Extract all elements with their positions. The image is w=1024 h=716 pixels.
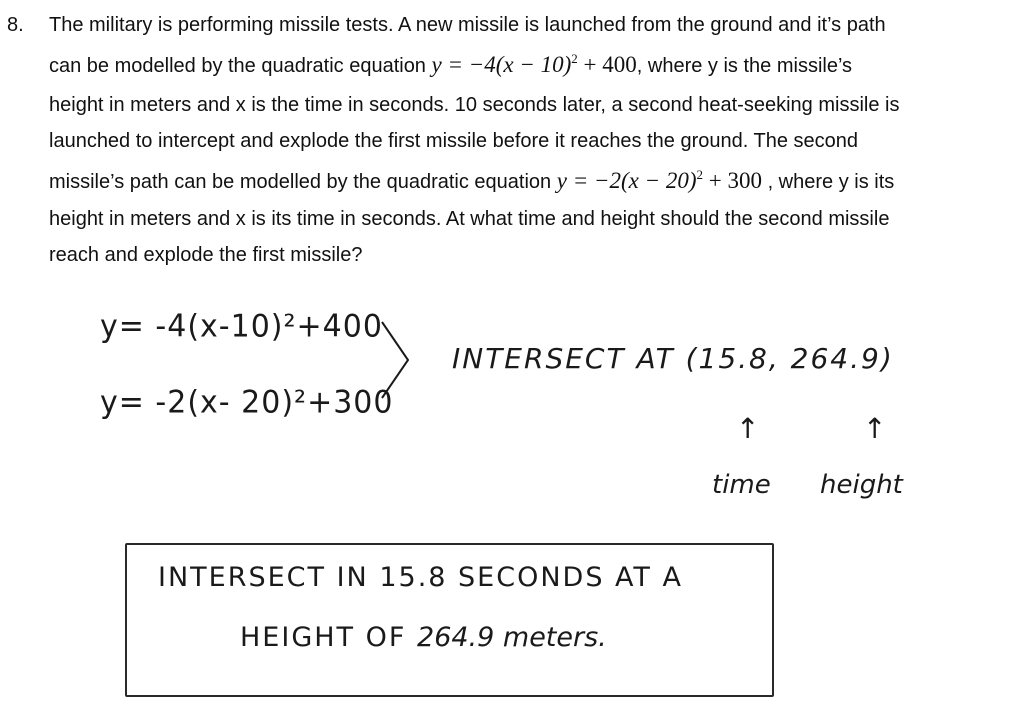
answer-line-2	[240, 622, 607, 653]
question-line-2-tail: , where y is the missile’s	[636, 55, 853, 77]
label-height: height	[820, 470, 903, 500]
question-line-5-tail: , where y is its	[762, 171, 895, 193]
answer-value: 264.9 meters.	[417, 622, 607, 653]
question-number: 8.	[7, 14, 24, 36]
answer-line-2-label: HEIGHT OF	[240, 622, 407, 653]
question-line-5	[49, 167, 895, 193]
handwritten-equation-2: y= -2(x- 20)²+300	[100, 384, 394, 421]
equation-1: $y = -4(x - 10)^2 + 400$	[431, 51, 637, 77]
question-line-1: The military is performing missile tests. A new missile is launched from the ground and it’s path	[49, 14, 886, 36]
question-line-2	[49, 51, 853, 77]
bracket-arrow-icon	[378, 320, 418, 400]
question-line-2-text: can be modelled by the quadratic equation	[49, 55, 426, 77]
handwritten-intersection: INTERSECT AT (15.8, 264.9)	[452, 342, 894, 375]
question-line-3: height in meters and x is the time in seconds. 10 seconds later, a second heat-seeking missile is	[49, 94, 900, 116]
label-time: time	[712, 470, 771, 500]
question-line-7: reach and explode the first missile?	[49, 244, 363, 266]
question-line-5-text: missile’s path can be modelled by the quadratic equation	[49, 171, 552, 193]
equation-2: $y = -2(x - 20)^2 + 300$	[556, 167, 763, 193]
handwritten-equation-1: y= -4(x-10)²+400	[100, 308, 383, 345]
up-arrow-icon: ↑	[736, 412, 760, 445]
up-arrow-icon: ↑	[863, 412, 887, 445]
question-line-6: height in meters and x is its time in seconds. At what time and height should the second missile	[49, 208, 890, 230]
answer-line-1: INTERSECT IN 15.8 SECONDS AT A	[158, 562, 683, 593]
question-line-4: launched to intercept and explode the first missile before it reaches the ground. The second	[49, 130, 859, 152]
